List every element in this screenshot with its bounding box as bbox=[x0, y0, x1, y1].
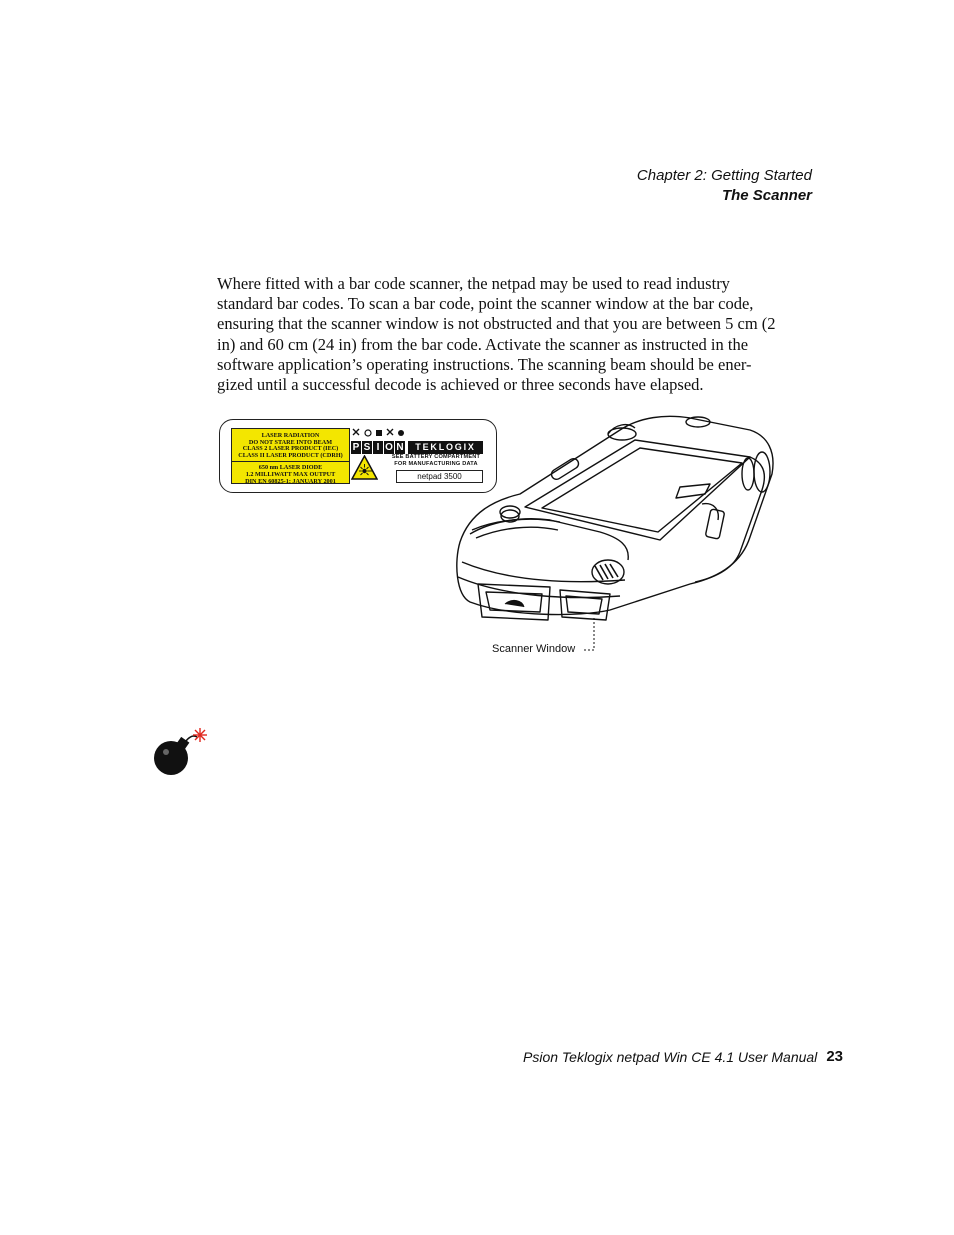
running-header bbox=[637, 166, 812, 206]
note-line: SEE BATTERY COMPARTMENT bbox=[391, 454, 481, 460]
logo-letter: S bbox=[363, 442, 371, 453]
manual-title: Psion Teklogix netpad Win CE 4.1 User Manual bbox=[523, 1049, 818, 1065]
warning-line: DO NOT STARE INTO BEAM bbox=[248, 438, 333, 446]
section-title: The Scanner bbox=[721, 187, 812, 204]
warning-line: DIN EN 60825-1: JANUARY 2001 bbox=[245, 477, 336, 485]
logo-letter: P bbox=[352, 442, 360, 453]
logo-letter: I bbox=[373, 441, 383, 454]
warning-top-block bbox=[232, 429, 349, 462]
warning-line: CLASS II LASER PRODUCT (CDRH) bbox=[238, 451, 343, 459]
logo-glyphs-icon bbox=[351, 428, 411, 440]
laser-warning-box bbox=[231, 428, 350, 484]
logo-letter: O bbox=[385, 442, 393, 453]
warning-bottom-block bbox=[232, 462, 349, 485]
note-line: FOR MANUFACTURING DATA bbox=[394, 461, 478, 467]
warning-line: 650 nm LASER DIODE bbox=[258, 464, 323, 472]
warning-line: 1.2 MILLIWATT MAX OUTPUT bbox=[245, 470, 336, 478]
chapter-title: Chapter 2: Getting Started bbox=[636, 167, 812, 184]
logo-letter: N bbox=[396, 442, 404, 453]
scanner-window-callout: Scanner Window bbox=[492, 643, 576, 655]
model-number: netpad 3500 bbox=[396, 470, 483, 483]
laser-hazard-icon bbox=[351, 455, 378, 480]
running-footer bbox=[523, 1048, 843, 1066]
warning-line: CLASS 2 LASER PRODUCT (IEC) bbox=[242, 445, 339, 453]
bomb-icon bbox=[150, 726, 210, 778]
page-number: 23 bbox=[826, 1048, 843, 1065]
callout-leader-line bbox=[584, 618, 598, 654]
brand-name: TEKLOGIX bbox=[408, 441, 483, 454]
body-paragraph: Where fitted with a bar code scanner, the netpad may be used to read industry standard bar codes. To scan a bar code, point the scanner window at the bar code, ensuring that the scanner window is not obstructed and that you are between 5 cm (2 in) and 60 cm (24 in) from the bar code. Activate the scanner as instructed in the software application’s operating instructions. The scanning beam should be ener-gized until a successful decode is achieved or three seconds have elapsed. bbox=[217, 274, 776, 395]
netpad-device-illustration bbox=[450, 412, 780, 627]
warning-line: LASER RADIATION bbox=[261, 432, 320, 439]
